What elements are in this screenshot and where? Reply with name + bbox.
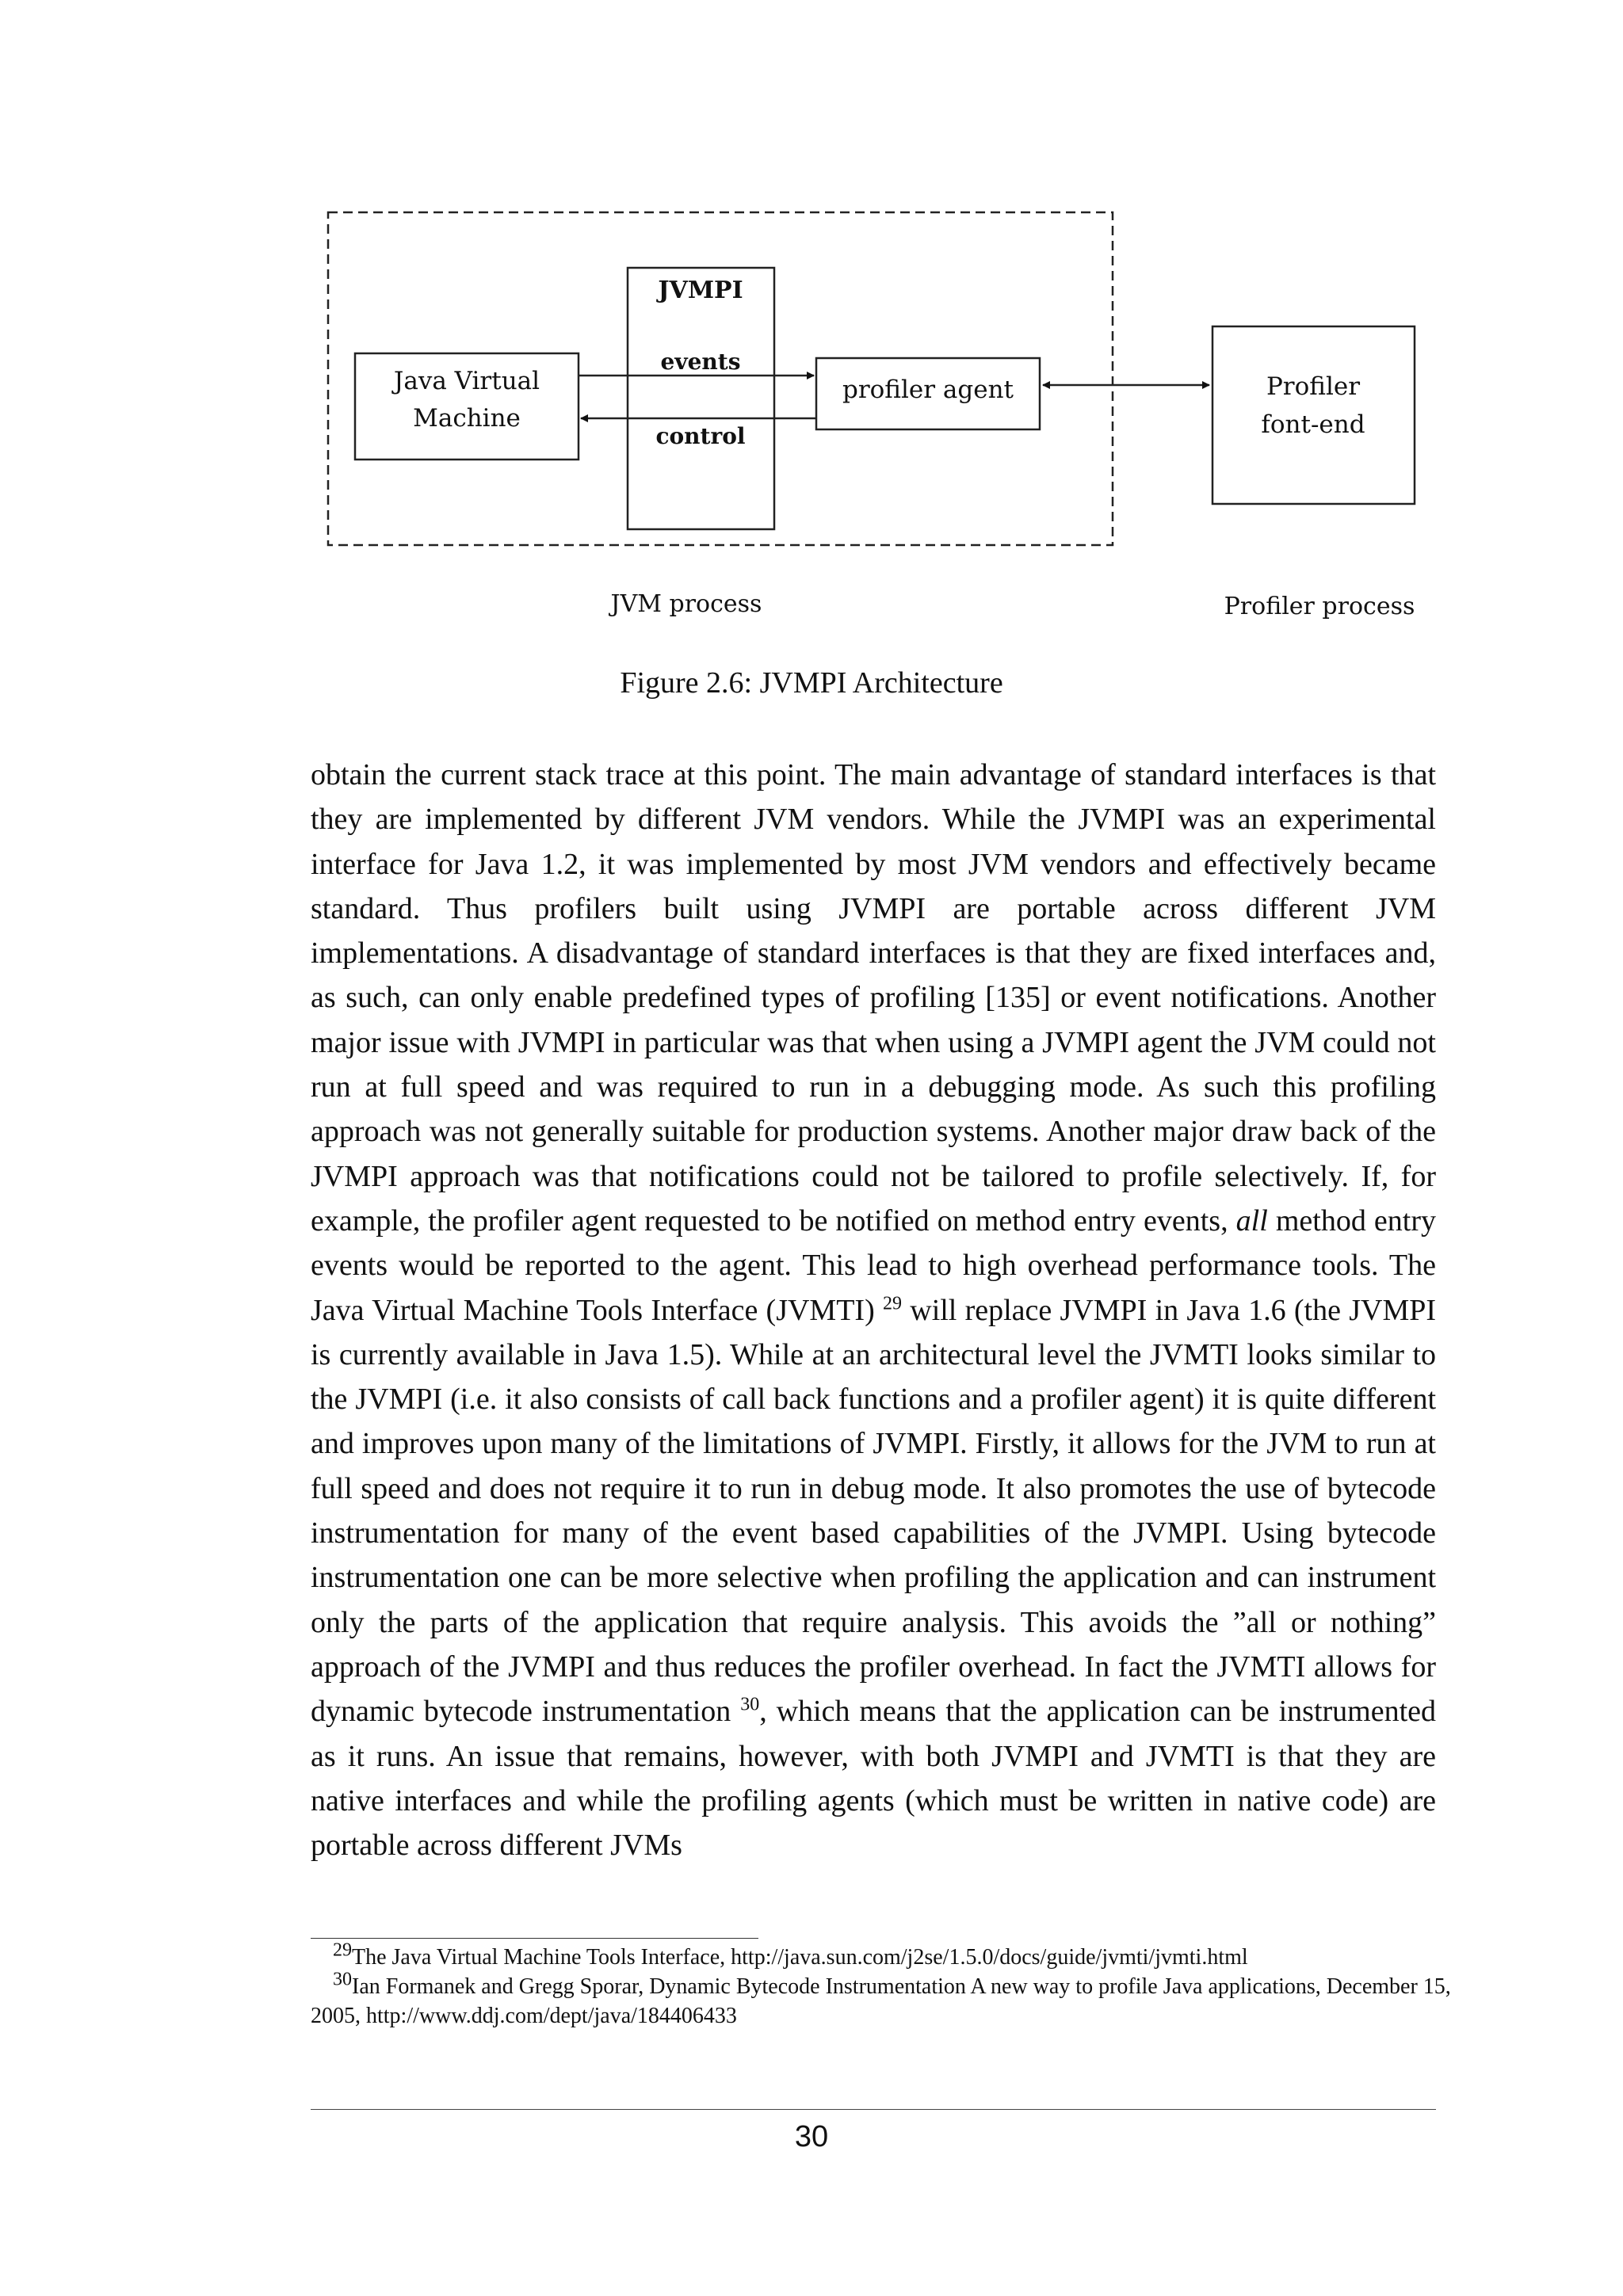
jvm-box-line1: Java Virtual: [393, 367, 540, 395]
jvmpi-architecture-diagram: [0, 0, 1623, 650]
jvmpi-label: JVMPI: [658, 277, 743, 304]
figure-caption: Figure 2.6: JVMPI Architecture: [620, 666, 1003, 700]
events-label: events: [660, 349, 741, 375]
page-number: 30: [794, 2120, 829, 2153]
page-footer-rule: [311, 2109, 1436, 2110]
profiler-agent-label: profiler agent: [842, 376, 1014, 404]
footnote-30: [311, 1969, 1468, 2031]
body-text-part1: obtain the current stack trace at this point. The main advantage of standard interfaces is that they are implemented by different JVM vendors. While the JVMPI was an experimental interface for Java 1.2, it was implemented by most JVM vendors and effectively became standard. Thus profilers built using JVMPI are portable across different JVM implementations. A disadvantage of standard interfaces is that they are fixed interfaces and, as such, can only enable predefined types of profiling [135] or event notifications. Another major issue with JVMPI in particular was that when using a JVMPI agent the JVM could not run at full speed and was required to run in a debugging mode. As such this profiling approach was not generally suitable for production systems. Another major draw back of the JVMPI approach was that notifications could not be tailored to profile selectively. If, for example, the profiler agent requested to be notified on method entry events,: [311, 758, 1436, 1238]
footnote-number: 29: [333, 1939, 352, 1961]
body-paragraph: [311, 753, 1436, 1867]
frontend-line2: font-end: [1261, 410, 1365, 439]
footnote-ref-29[interactable]: 29: [883, 1292, 902, 1314]
footnotes: [311, 1939, 1468, 2031]
jvmpi-box: [628, 268, 774, 529]
emphasis-all: all: [1235, 1203, 1268, 1238]
jvm-process-label: JVM process: [610, 590, 762, 618]
frontend-line1: Profiler: [1266, 372, 1361, 401]
body-text-part3: will replace JVMPI in Java 1.6 (the JVMPI is currently available in Java 1.5). While at an architectural level the JVMTI looks similar to the JVMPI (i.e. it also consists of call back functions and a profiler agent) it is quite different and improves upon many of the limitations of JVMPI. Firstly, it allows for the JVM to run at full speed and does not require it to run in debug mode. It also promotes the use of bytecode instrumentation for many of the event based capabilities of the JVMPI. Using bytecode instrumentation one can be more selective when profiling the application and can instrument only the parts of the application that require analysis. This avoids the ”all or nothing” approach of the JVMPI and thus reduces the profiler overhead. In fact the JVMTI allows for dynamic bytecode instrumentation: [311, 1293, 1437, 1729]
jvm-box-line2: Machine: [413, 404, 521, 433]
footnote-ref-30[interactable]: 30: [740, 1694, 760, 1715]
footnote-number: 30: [333, 1969, 352, 1990]
footnote-text: Ian Formanek and Gregg Sporar, Dynamic Bytecode Instrumentation A new way to profile Java applications, December 15, 2005, http://www.ddj.com/dept/java/184406433: [311, 1974, 1451, 2028]
profiler-process-label: Profiler process: [1224, 593, 1415, 620]
body-text-part4: , which means that the application can be instrumented as it runs. An issue that remains, however, with both JVMPI and JVMTI is that they are native interfaces and while the profiling agents (which must be written in native code) are portable across different JVMs: [311, 1695, 1436, 1863]
footnote-29: [311, 1939, 1468, 1972]
body-text-part2: method entry events would be reported to the agent. This lead to high overhead performance tools. The Java Virtual Machine Tools Interface (JVMTI): [311, 1203, 1436, 1327]
footnote-separator: [311, 1938, 758, 1939]
footnote-text: The Java Virtual Machine Tools Interface, http://java.sun.com/j2se/1.5.0/docs/guide/jvmti/jvmti.html: [352, 1945, 1248, 1970]
control-label: control: [655, 423, 746, 449]
